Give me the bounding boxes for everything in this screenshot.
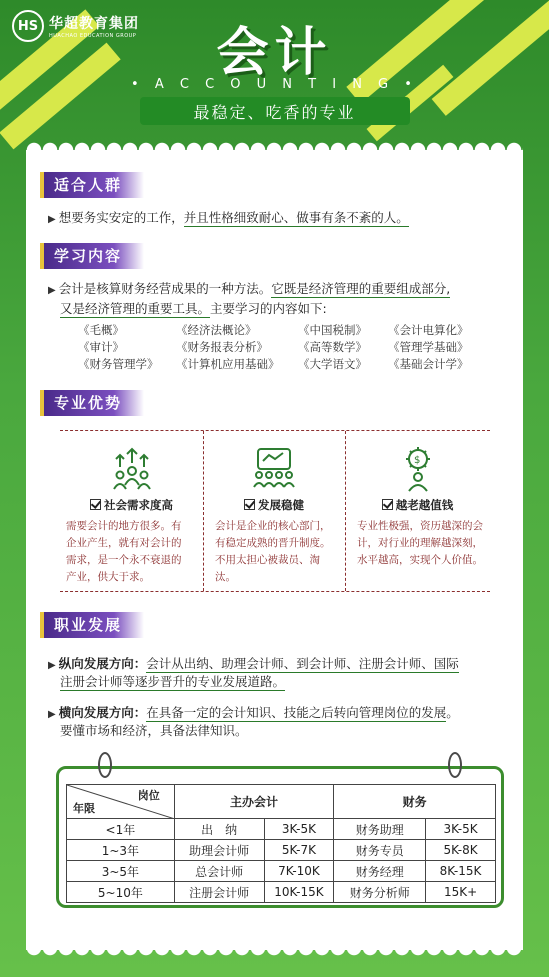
course-item: 《毛概》: [78, 323, 124, 337]
svg-text:$: $: [413, 455, 420, 466]
course-row: [78, 339, 498, 356]
advantage-item: [60, 431, 203, 591]
logo-mark-icon: HS: [12, 10, 44, 42]
course-row: [78, 322, 498, 339]
career-horizontal-line2: 要懂市场和经济，具备法律知识。: [60, 723, 248, 738]
course-item: 《大学语文》: [298, 357, 367, 371]
table-cell: 3K-5K: [426, 819, 496, 840]
advantage-item: [203, 431, 345, 591]
table-cell: 注册会计师: [174, 882, 264, 903]
table-cell: 5K-7K: [264, 840, 334, 861]
table-cell: 5K-8K: [426, 840, 496, 861]
course-item: 《高等数学》: [298, 340, 367, 354]
binder-ring-icon: [448, 752, 462, 778]
table-cell: 财务分析师: [334, 882, 426, 903]
advantage-item: [345, 431, 490, 591]
advantage-label: 发展稳健: [258, 498, 304, 512]
table-cell: 财务经理: [334, 861, 426, 882]
career-vertical-line1: ▶ 纵向发展方向：会计从出纳、助理会计师、到会计师、注册会计师、国际: [48, 656, 459, 671]
table-cell: <1年: [67, 819, 175, 840]
table-cell: 15K+: [426, 882, 496, 903]
course-list: [78, 322, 498, 373]
table-group-header: 主办会计: [174, 785, 334, 819]
table-group-header: 财务: [334, 785, 496, 819]
table-cell: 7K-10K: [264, 861, 334, 882]
page-subtitle: • A C C O U N T I N G •: [131, 77, 418, 92]
checkbox-icon: [90, 499, 101, 510]
table-cell: 3K-5K: [264, 819, 334, 840]
advantage-panel: [60, 430, 490, 592]
section-heading-suitable: 适合人群: [44, 172, 144, 198]
checkbox-icon: [244, 499, 255, 510]
suitable-text: ▶ 想要务实安定的工作，并且性格细致耐心、做事有条不紊的人。: [48, 210, 409, 225]
course-item: 《计算机应用基础》: [176, 357, 280, 371]
table-row: [67, 819, 496, 840]
people-growth-icon: [108, 445, 156, 493]
gear-money-icon: [394, 445, 442, 493]
section-heading-study: 学习内容: [44, 243, 144, 269]
course-item: 《经济法概论》: [176, 323, 257, 337]
arrow-right-icon: ▶: [48, 285, 56, 296]
table-row: [67, 861, 496, 882]
arrow-right-icon: ▶: [48, 660, 56, 671]
section-heading-advantage: 专业优势: [44, 390, 144, 416]
table-cell: 财务专员: [334, 840, 426, 861]
slogan: 最稳定、吃香的专业: [193, 103, 356, 122]
binder-ring-icon: [98, 752, 112, 778]
course-item: 《会计电算化》: [388, 323, 469, 337]
table-cell: 总会计师: [174, 861, 264, 882]
advantage-desc: 专业性极强，资历越深的会计，对行业的理解越深刻，水平越高，实现个人价值。: [357, 520, 483, 566]
brand-name: 华超教育集团: [49, 16, 139, 32]
course-item: 《财务管理学》: [78, 357, 159, 371]
course-item: 《中国税制》: [298, 323, 367, 337]
table-cell: 5~10年: [67, 882, 175, 903]
brand-name-en: HUACHAO EDUCATION GROUP: [49, 33, 137, 39]
table-cell: 财务助理: [334, 819, 426, 840]
advantage-desc: 会计是企业的核心部门，有稳定成熟的晋升制度。不用太担心被裁员、淘汰。: [215, 520, 331, 583]
page-title: 会计: [216, 23, 333, 83]
table-cell: 助理会计师: [174, 840, 264, 861]
advantage-desc: 需要会计的地方很多。有企业产生，就有对会计的需求，是一个永不衰退的产业，供大于求。: [66, 520, 182, 583]
career-vertical-line2: 注册会计师等逐步晋升的专业发展道路。: [60, 674, 286, 689]
table-corner-cell: 岗位 年限: [67, 785, 175, 819]
paper-edge-bottom: [26, 940, 523, 956]
checkbox-icon: [382, 499, 393, 510]
course-item: 《基础会计学》: [388, 357, 469, 371]
career-horizontal-line1: ▶ 横向发展方向：在具备一定的会计知识、技能之后转向管理岗位的发展。: [48, 705, 459, 720]
advantage-label: 越老越值钱: [395, 498, 454, 512]
team-stability-icon: [249, 445, 299, 493]
table-cell: 3~5年: [67, 861, 175, 882]
advantage-label: 社会需求度高: [104, 498, 173, 512]
table-cell: 1~3年: [67, 840, 175, 861]
table-header-row: [67, 785, 496, 819]
table-row: [67, 840, 496, 861]
study-intro-line1: ▶ 会计是核算财务经营成果的一种方法。它既是经济管理的重要组成部分,: [48, 281, 451, 296]
salary-table: [66, 784, 496, 903]
course-item: 《审计》: [78, 340, 124, 354]
course-row: [78, 356, 498, 373]
table-cell: 出 纳: [174, 819, 264, 840]
arrow-right-icon: ▶: [48, 709, 56, 720]
study-intro-line2: 又是经济管理的重要工具。主要学习的内容如下:: [60, 301, 327, 316]
table-cell: 8K-15K: [426, 861, 496, 882]
table-row: [67, 882, 496, 903]
course-item: 《管理学基础》: [388, 340, 469, 354]
course-item: 《财务报表分析》: [176, 340, 268, 354]
section-heading-career: 职业发展: [44, 612, 144, 638]
arrow-right-icon: ▶: [48, 214, 56, 225]
table-cell: 10K-15K: [264, 882, 334, 903]
